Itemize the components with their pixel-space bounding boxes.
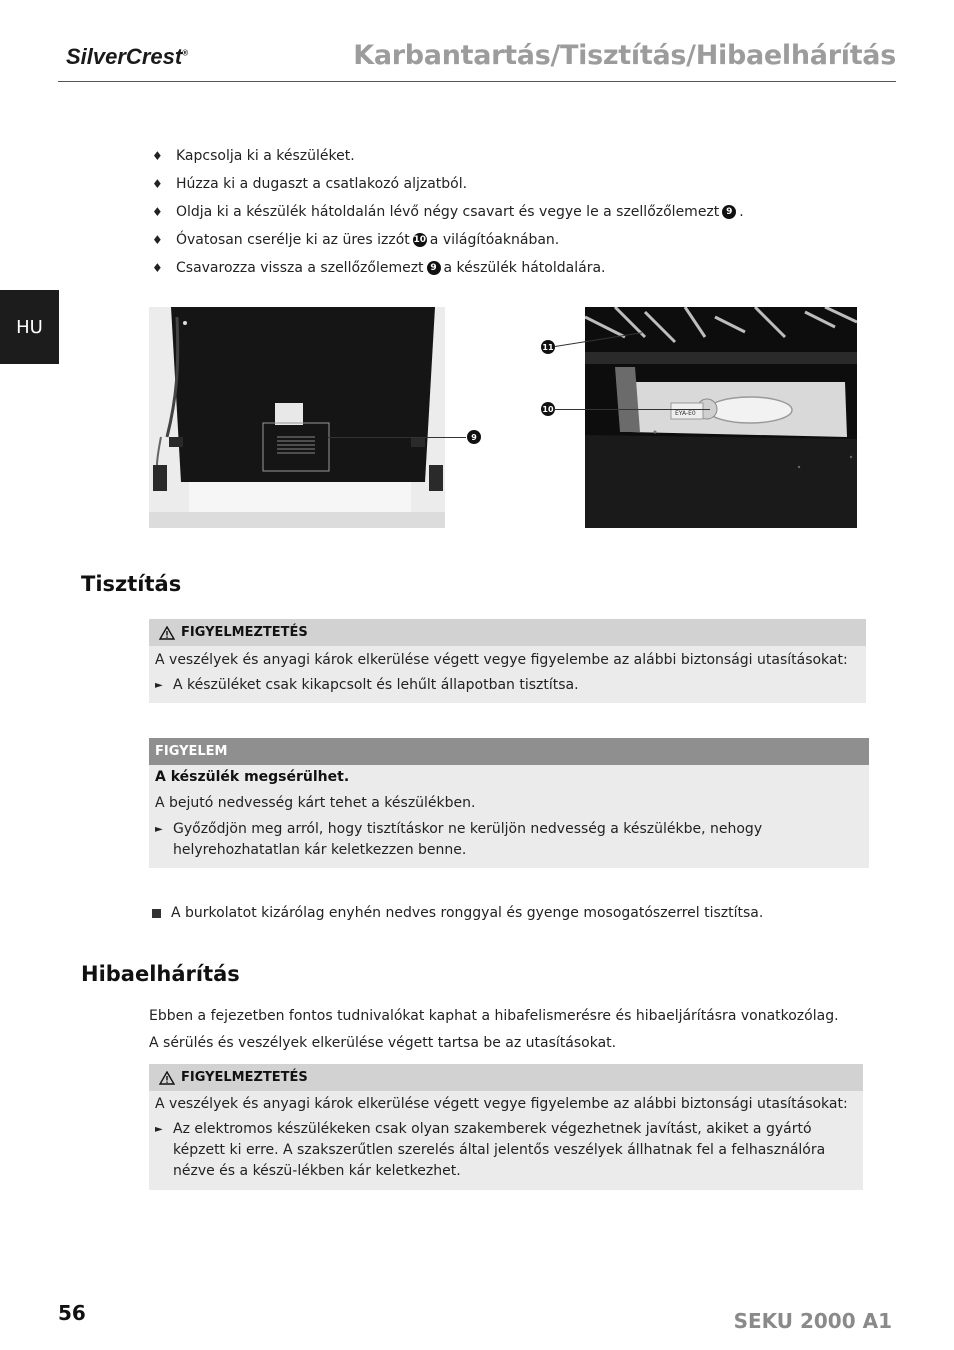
warning-intro: A veszélyek és anyagi károk elkerülése végett vegye figyelembe az alábbi biztonsági utasításokat:: [155, 1096, 848, 1112]
appliance-back-illustration: [149, 307, 445, 528]
step-item: ♦ Oldja ki a készülék hátoldalán lévő négy csavart és vegye le a szellőzőlemezt 9 .: [152, 204, 744, 220]
arrow-bullet-icon: ►: [155, 824, 163, 835]
step-item: ♦ Csavarozza vissza a szellőzőlemezt 9 a készülék hátoldalára.: [152, 260, 606, 276]
warning-triangle-icon: [159, 1071, 175, 1085]
callout-leader: [328, 437, 466, 438]
callout-marker: 9: [467, 430, 481, 444]
warning-header: FIGYELMEZTETÉS: [149, 1064, 863, 1091]
callout-leader: [555, 409, 710, 410]
diamond-bullet-icon: ♦: [152, 233, 163, 247]
reference-number: 9: [427, 261, 441, 275]
callout-marker: 11: [541, 340, 555, 354]
caution-subheading: A készülék megsérülhet.: [155, 769, 350, 785]
caution-intro: A bejutó nedvesség kárt tehet a készülékben.: [155, 795, 476, 811]
section-title-cleaning: Tisztítás: [81, 572, 182, 596]
reference-number: 9: [722, 205, 736, 219]
step-item: ♦ Húzza ki a dugaszt a csatlakozó aljzatból.: [152, 176, 468, 192]
warning-box: [149, 619, 866, 703]
instruction-steps: [152, 142, 744, 282]
square-bullet-icon: [152, 909, 161, 918]
caution-item: ► Győződjön meg arról, hogy tisztításkor ne kerüljön nedvesség a készülékbe, nehogy helyrehozhatatlan kár keletkezzen benne.: [155, 819, 863, 861]
warning-item: ► Az elektromos készülékeken csak olyan szakemberek végezhetnek javítást, akiket a gyártó képzett ki erre. A szakszerűtlen szerelés által jelentős veszélyek állhatnak fel a felhasználóra nézve és a készü-lékben kár keletkezhet.: [155, 1119, 857, 1182]
step-item: ♦ Kapcsolja ki a készüléket.: [152, 148, 355, 164]
warning-box: [149, 1064, 863, 1190]
arrow-bullet-icon: ►: [155, 680, 163, 691]
warning-item: ► A készüléket csak kikapcsolt és lehűlt állapotban tisztítsa.: [155, 675, 860, 696]
troubleshooting-note: A sérülés és veszélyek elkerülése végett tartsa be az utasításokat.: [149, 1035, 617, 1051]
section-title-troubleshooting: Hibaelhárítás: [81, 962, 240, 986]
cleaning-note: A burkolatot kizárólag enyhén nedves ronggyal és gyenge mosogatószerrel tisztítsa.: [152, 905, 763, 921]
photo-appliance-back: [149, 307, 445, 528]
diamond-bullet-icon: ♦: [152, 261, 163, 275]
photo-lamp-compartment: [585, 307, 857, 528]
warning-intro: A veszélyek és anyagi károk elkerülése végett vegye figyelembe az alábbi biztonsági utasításokat:: [155, 652, 848, 668]
language-tab: HU: [0, 290, 59, 364]
page-header-title: Karbantartás/Tisztítás/Hibaelhárítás: [353, 40, 896, 71]
troubleshooting-intro: Ebben a fejezetben fontos tudnivalókat kaphat a hibafelismerésre és hibaeljárításra vonatkozólag.: [149, 1008, 839, 1024]
diamond-bullet-icon: ♦: [152, 177, 163, 191]
lamp-label-text: EYA-E0: [675, 410, 696, 417]
diamond-bullet-icon: ♦: [152, 149, 163, 163]
diamond-bullet-icon: ♦: [152, 205, 163, 219]
reference-number: 10: [413, 235, 427, 245]
arrow-bullet-icon: ►: [155, 1124, 163, 1135]
warning-triangle-icon: [159, 626, 175, 640]
page-number: 56: [58, 1301, 86, 1325]
caution-header: FIGYELEM: [149, 738, 869, 765]
callout-marker: 10: [541, 402, 555, 416]
lamp-compartment-illustration: [585, 307, 857, 528]
header-divider: [58, 81, 896, 82]
warning-header: FIGYELMEZTETÉS: [149, 619, 866, 646]
brand-logo: SilverCrest®: [66, 44, 189, 69]
model-name: SEKU 2000 A1: [733, 1309, 892, 1333]
step-item: ♦ Óvatosan cserélje ki az üres izzót 10 a világítóaknában.: [152, 232, 560, 248]
caution-box: [149, 738, 869, 868]
